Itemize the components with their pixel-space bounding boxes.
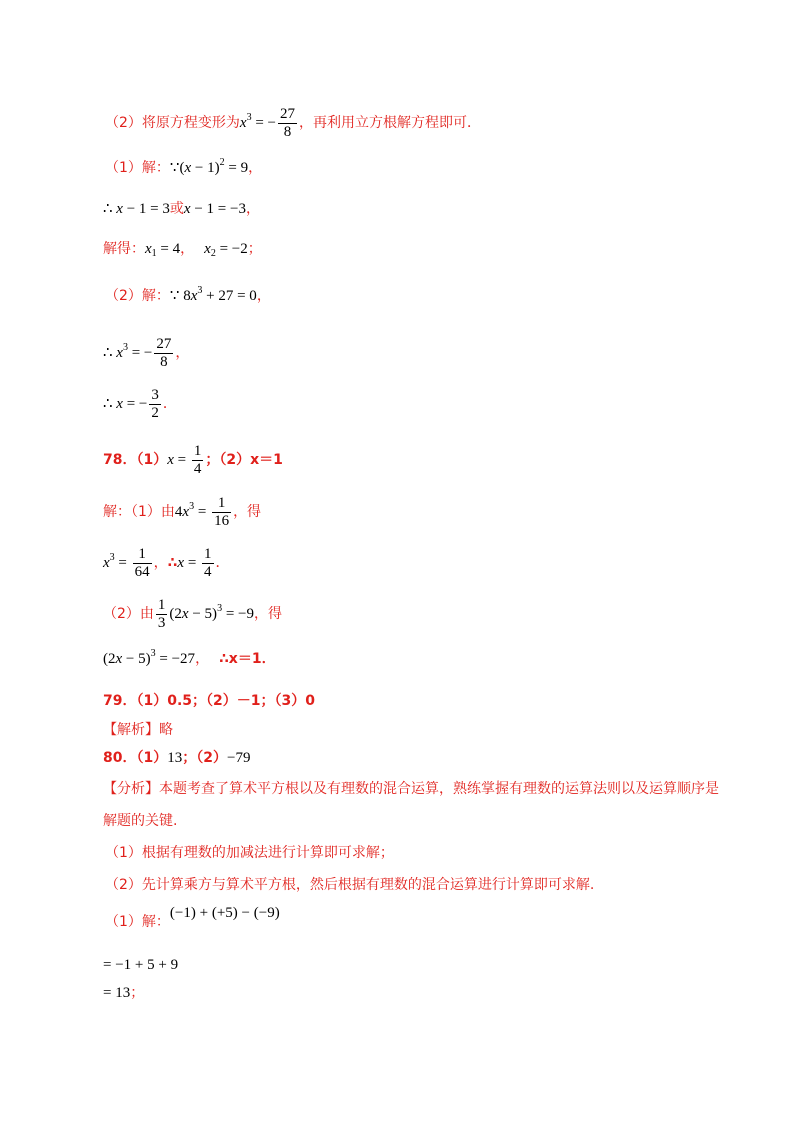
text: （2）由: [103, 605, 154, 622]
text: （1）根据有理数的加减法进行计算即可求解；: [105, 845, 394, 861]
text: ，: [153, 554, 168, 571]
solution-2-start: [105, 286, 271, 306]
text: ，再利用立方根解方程即可．: [299, 114, 482, 131]
step-2-hint: [105, 106, 481, 141]
equation: $4x^3$ = $\frac{1}{16}$: [174, 495, 230, 529]
text: ∴: [167, 554, 178, 571]
solution-78-1: [103, 495, 261, 530]
equation: = 13: [103, 985, 131, 1001]
solution-1-result: [103, 239, 262, 259]
solution-1-step: [103, 199, 260, 219]
text: ，: [245, 201, 260, 217]
equation: $x^3$ = − $\frac{27}{8}$: [239, 106, 296, 140]
text: 【解析】略: [103, 722, 173, 738]
text: ，: [248, 160, 263, 176]
equation: $(2x - 5)^3 = -27$: [103, 648, 196, 667]
equation: x = $\frac{1}{4}$: [177, 546, 212, 580]
text: ，: [256, 288, 271, 304]
solution-2-result: [103, 387, 177, 422]
answer-78: [103, 443, 283, 478]
equation: = −1 + 5 + 9: [103, 957, 179, 973]
text: 78．（1）: [103, 451, 168, 468]
equation: x − 1 = −3: [183, 201, 246, 217]
text: （2）先计算乘方与算术平方根，然后根据有理数的混合运算进行计算即可求解.: [105, 877, 595, 893]
text: 解：（1）由: [103, 503, 175, 520]
solution-1-start: [105, 158, 262, 178]
solution-2-step: [103, 336, 189, 371]
text: （2）将原方程变形为: [105, 114, 240, 131]
hint-80-1: [105, 843, 394, 863]
answer-80: [103, 748, 250, 768]
text: ，: [180, 241, 195, 257]
text: ．: [162, 395, 177, 412]
text: ，: [175, 344, 190, 361]
text: x＝1: [250, 451, 283, 468]
equation: ∵(x − 1)$^2$ = 9: [169, 157, 249, 176]
solution-80-1-start: [105, 905, 280, 932]
text: 79．（1）0.5；（2）－1；（3）0: [103, 693, 315, 709]
equation: −79: [226, 750, 251, 766]
solution-78-2: [103, 597, 282, 632]
text: ；: [247, 241, 262, 257]
text: ，得: [253, 605, 282, 622]
text: 解题的关键.: [103, 813, 178, 829]
text: ；（2）: [182, 750, 227, 766]
text: 解得：: [103, 241, 145, 257]
equation: $x_2 = -2$: [204, 241, 248, 259]
text: ，得: [233, 503, 262, 520]
solution-78-2-result: [103, 649, 276, 669]
equation: ∵ $8x^3 + 27 = 0$: [169, 285, 257, 304]
equation: $x^3$ = $\frac{1}{64}$: [103, 546, 150, 580]
text: 【分析】本题考查了算术平方根以及有理数的混合运算，熟练掌握有理数的运算法则以及运算顺序是: [103, 781, 719, 797]
analysis-80-line2: [103, 811, 177, 831]
text: ∴x＝1．: [219, 651, 276, 667]
solution-80-1-result: [103, 983, 144, 1003]
text: （1）解：: [105, 914, 170, 930]
text: 80．（1）: [103, 750, 168, 766]
solution-80-1-step: [103, 955, 178, 975]
equation: $x_1 = 4$: [145, 241, 181, 259]
text: ，: [195, 651, 210, 667]
solution-78-1-result: [103, 546, 230, 581]
equation: (−1) + (+5) − (−9): [169, 905, 280, 921]
equation: $\frac{1}{3}$ $(2x - 5)^3 = -9$: [157, 597, 254, 631]
hint-80-2: [105, 875, 594, 895]
text: （1）解：: [105, 160, 170, 176]
analysis-79: [103, 720, 173, 740]
equation: ∴ x − 1 = 3: [103, 201, 170, 217]
equation: 13: [167, 750, 183, 766]
equation: x = $\frac{1}{4}$: [167, 443, 202, 477]
text: 或: [169, 201, 184, 217]
text: ．: [215, 554, 230, 571]
text: ；: [130, 985, 145, 1001]
equation: ∴ x = − $\frac{3}{2}$: [103, 387, 159, 421]
text: （2）解：: [105, 288, 170, 304]
equation: ∴ $x^3$ = − $\frac{27}{8}$: [103, 336, 172, 370]
answer-79: [103, 691, 315, 711]
text: ；（2）: [205, 451, 251, 468]
analysis-80-line1: [103, 779, 719, 799]
